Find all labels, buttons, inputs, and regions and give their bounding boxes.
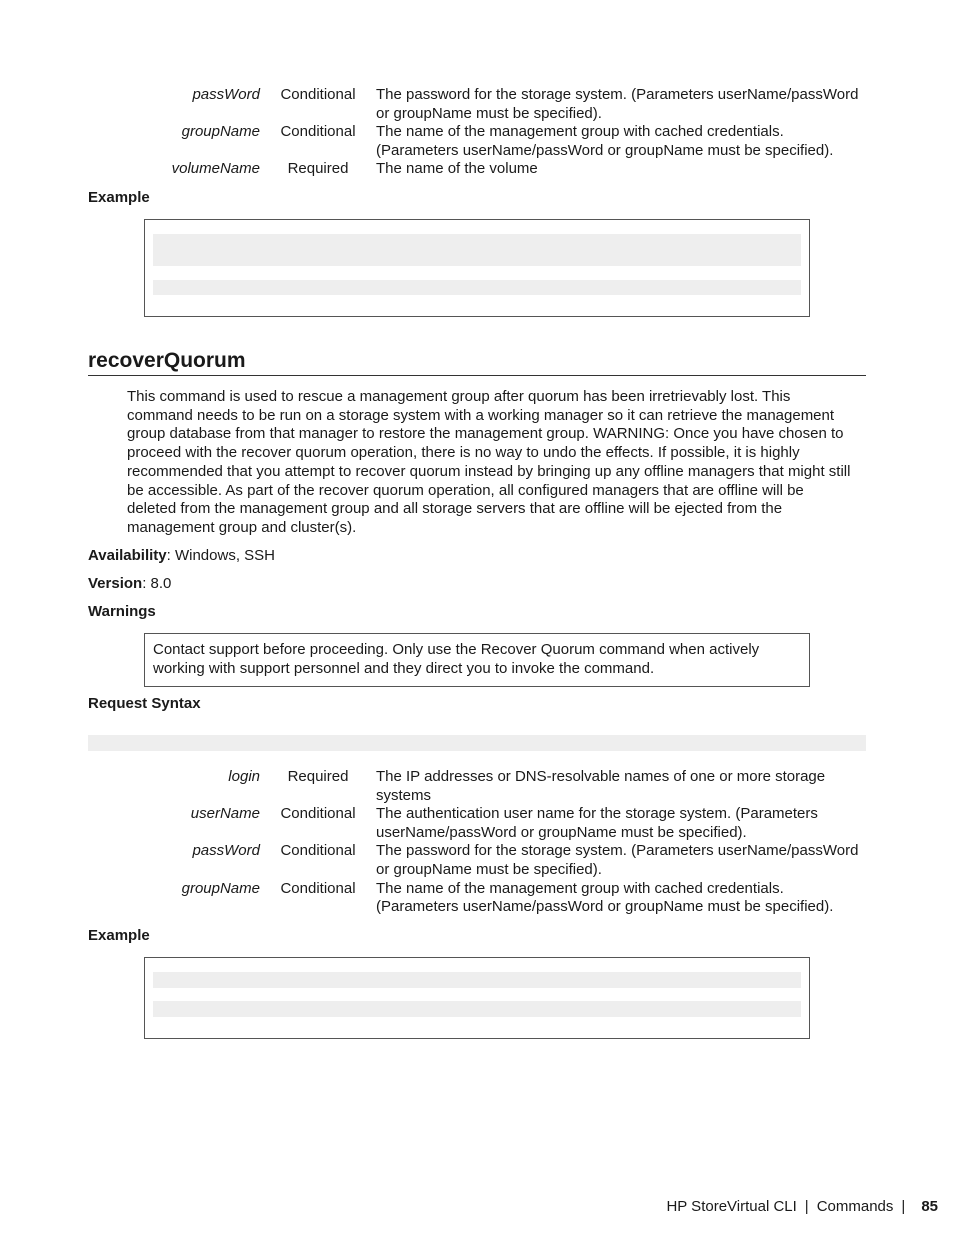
footer-separator: |	[901, 1198, 906, 1215]
param-requirement: Required	[287, 768, 349, 785]
parameter-table	[88, 768, 866, 917]
top-parameter-table	[88, 86, 866, 179]
section-title: recoverQuorum	[88, 352, 866, 376]
code-line	[153, 280, 801, 295]
section-description: This command is used to rescue a management group after quorum has been irretrievably lost. This command needs to be run on a storage system with a working manager so it can retrieve the management group database from that manager to restore the management group. WARNING: Once you have chosen to proceed with the recover quorum operation, there is no way to undo the effects. If possible, it is highly recommended that you attempt to recover quorum instead by bringing up any offline managers that might still be accessible. As part of the recover quorum operation, all configured managers that are offline will be deleted from the management group and all storage servers that are offline will be ejected from the management group and cluster(s).	[127, 388, 851, 536]
param-description: The password for the storage system. (Parameters userName/passWord or groupName must be specified).	[376, 86, 859, 122]
param-name: passWord	[192, 86, 260, 103]
request-syntax-heading: Request Syntax	[88, 695, 201, 712]
page-footer	[666, 1198, 938, 1217]
param-description: The password for the storage system. (Parameters userName/passWord or groupName must be specified).	[376, 842, 859, 878]
page-number: 85	[921, 1198, 938, 1215]
param-requirement: Conditional	[280, 879, 356, 897]
version-value: : 8.0	[142, 575, 172, 592]
availability-label: Availability	[88, 547, 167, 564]
param-description: The IP addresses or DNS-resolvable names of one or more storage systems	[376, 768, 826, 804]
param-row	[88, 160, 866, 179]
param-name: userName	[190, 805, 260, 823]
param-requirement: Conditional	[280, 842, 356, 860]
param-name: passWord	[192, 842, 260, 860]
footer-separator: |	[804, 1198, 809, 1215]
example-heading: Example	[88, 189, 150, 206]
param-requirement: Conditional	[280, 123, 356, 141]
param-name: login	[228, 768, 260, 785]
warnings-heading: Warnings	[88, 603, 156, 620]
example-code-box	[144, 219, 810, 317]
warning-box: Contact support before proceeding. Only use the Recover Quorum command when actively working with support personnel and they direct you to invoke the command.	[144, 633, 810, 687]
param-description: The name of the management group with cached credentials. (Parameters userName/passWord or groupName must be specified).	[376, 123, 834, 159]
footer-product: HP StoreVirtual CLI	[666, 1198, 797, 1215]
param-name: groupName	[181, 879, 260, 897]
param-row	[88, 768, 866, 805]
footer-section: Commands	[816, 1198, 894, 1215]
example-code-box	[144, 957, 810, 1039]
param-row	[88, 880, 866, 917]
code-line	[153, 972, 801, 988]
version-line	[88, 575, 171, 594]
param-description: The name of the management group with cached credentials. (Parameters userName/passWord or groupName must be specified).	[376, 879, 834, 916]
code-line	[153, 234, 801, 266]
example-heading: Example	[88, 927, 150, 944]
param-requirement: Required	[287, 160, 349, 178]
param-description: The authentication user name for the storage system. (Parameters userName/passWord or groupName must be specified).	[376, 805, 818, 841]
param-description: The name of the volume	[376, 160, 538, 178]
param-row	[88, 805, 866, 842]
param-name: groupName	[181, 123, 260, 141]
param-requirement: Conditional	[280, 86, 356, 103]
code-line	[153, 1001, 801, 1017]
availability-value: : Windows, SSH	[166, 547, 276, 564]
param-requirement: Conditional	[280, 805, 356, 823]
param-name: volumeName	[171, 160, 260, 178]
request-syntax-code	[88, 735, 866, 751]
param-row	[88, 842, 866, 879]
param-row	[88, 86, 866, 123]
availability-line	[88, 547, 275, 566]
version-label: Version	[88, 575, 143, 592]
param-row	[88, 123, 866, 160]
